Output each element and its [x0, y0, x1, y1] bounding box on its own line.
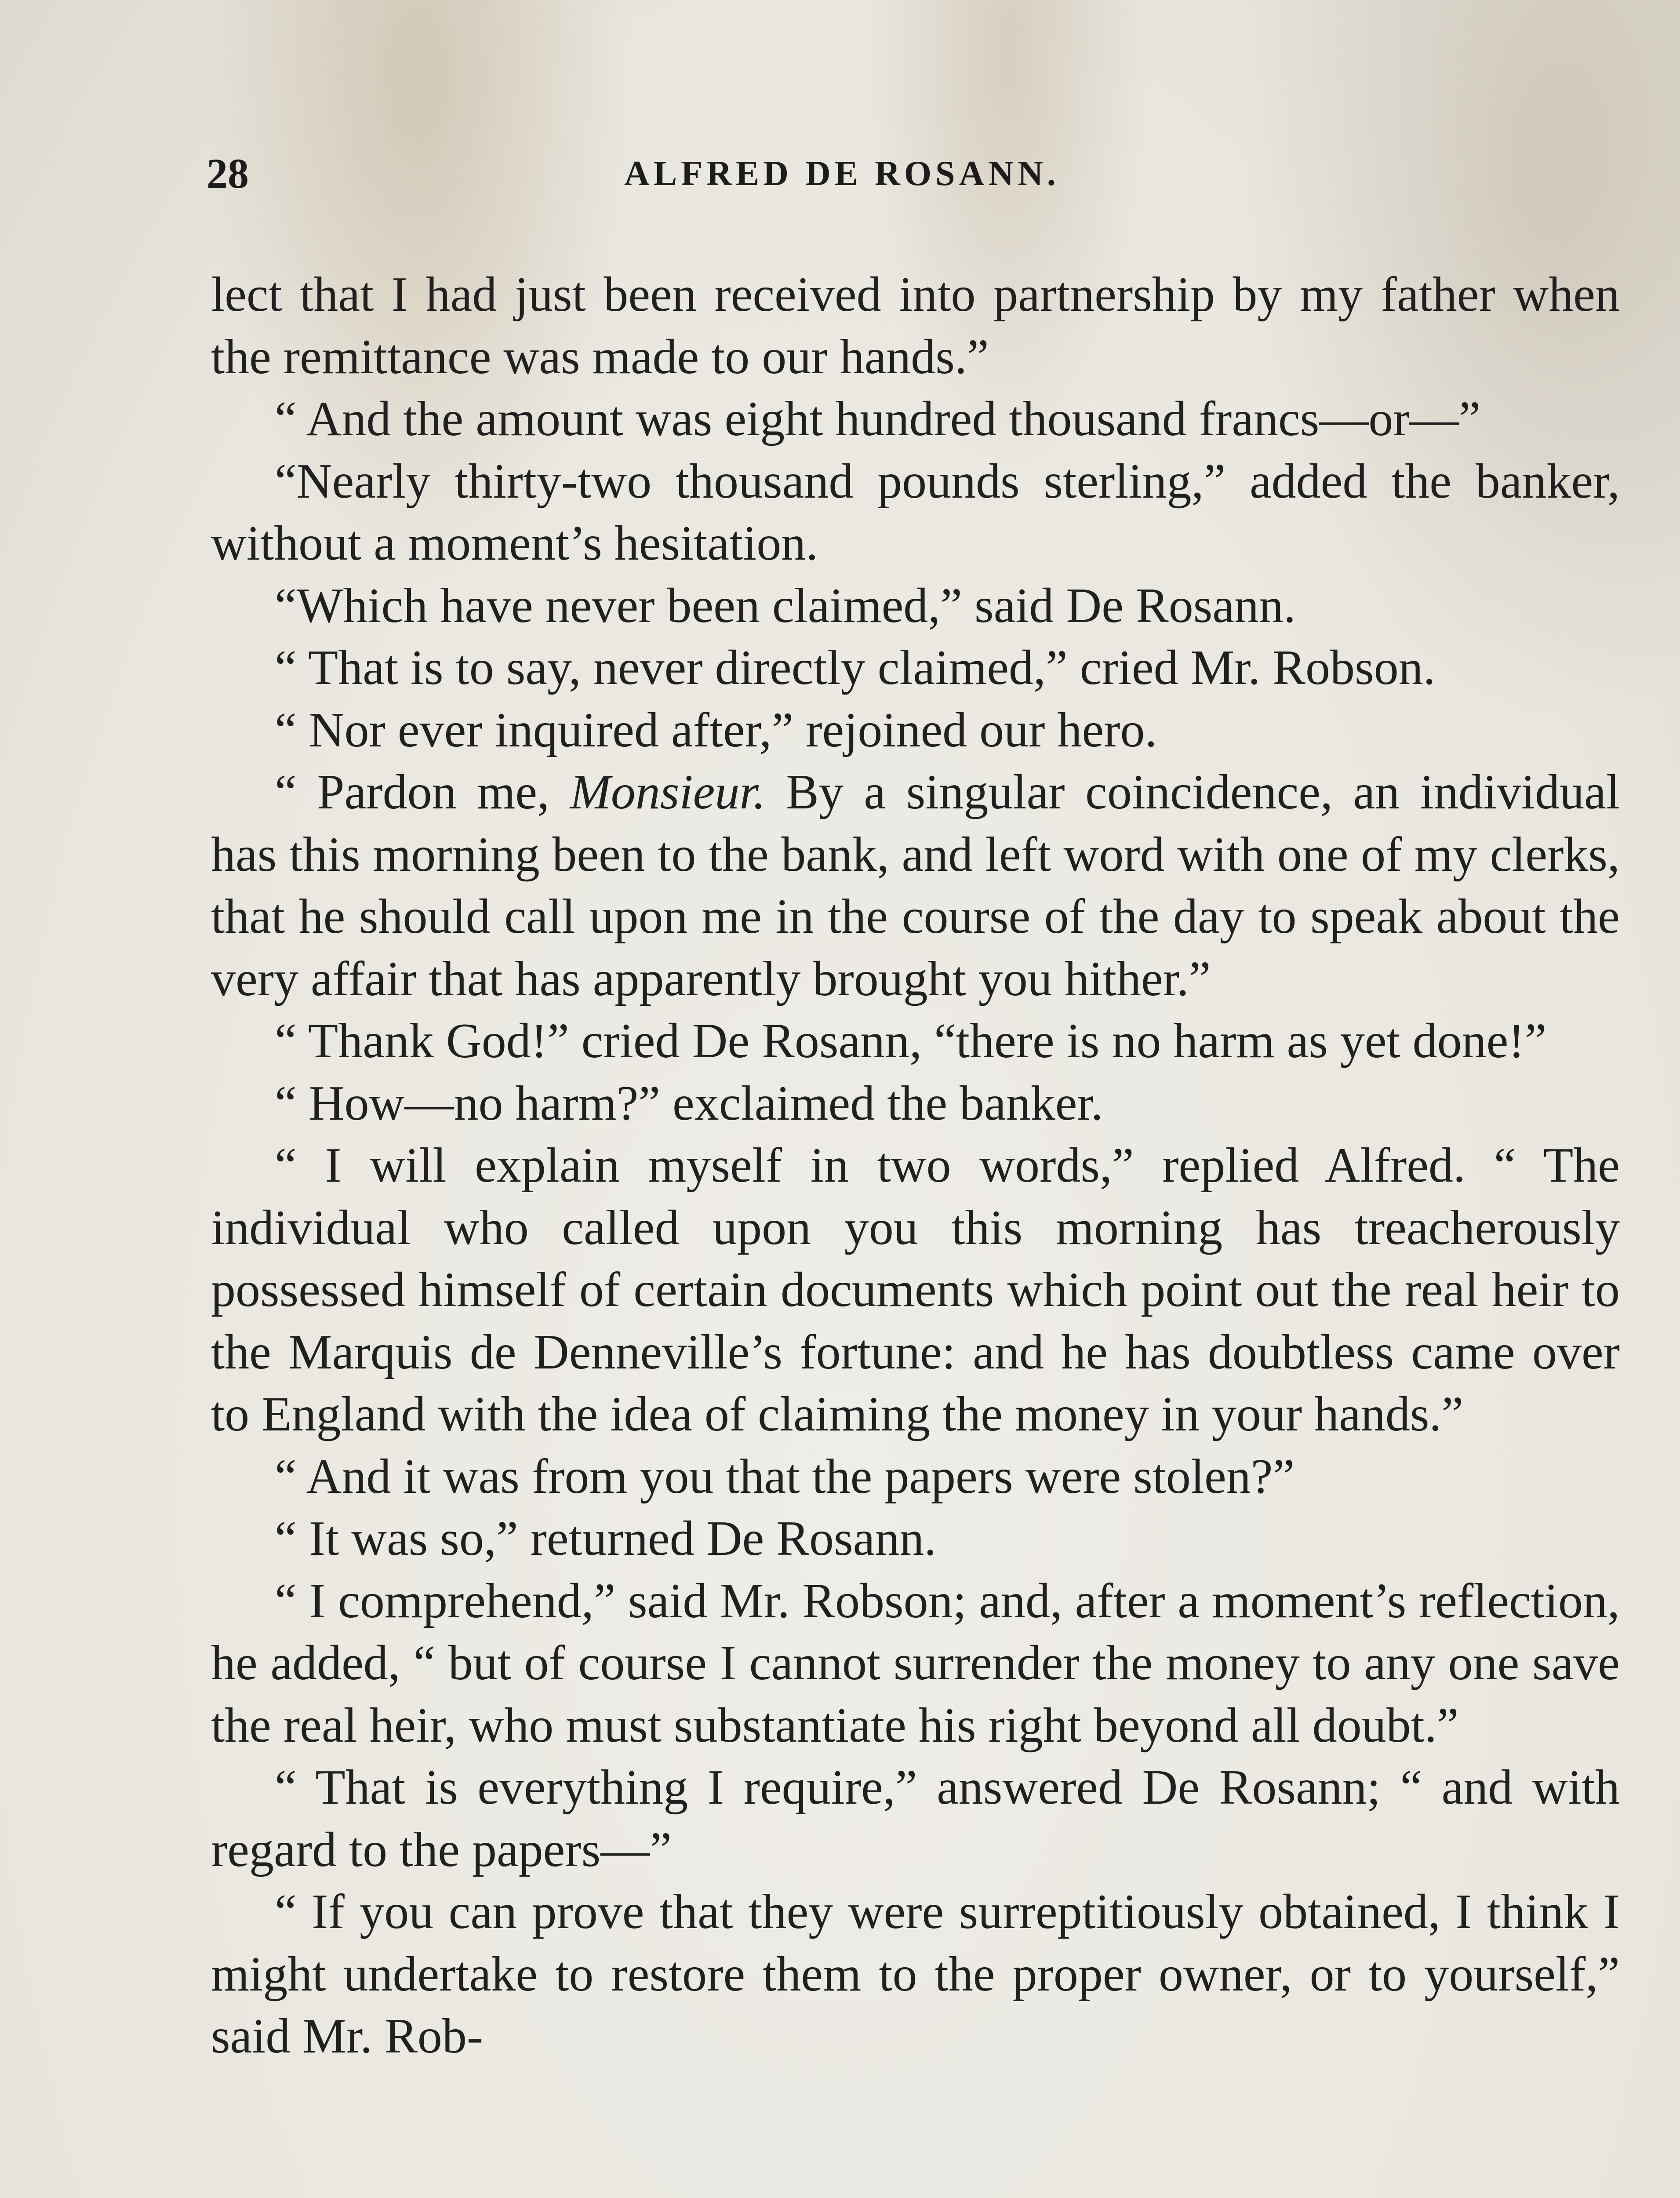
paragraph-text: “ How—no harm?” exclaimed the banker.: [275, 1076, 1103, 1131]
paragraph: [211, 637, 1620, 699]
paragraph-text: By a singular coincidence, an individual has this morning been to the bank, and left word with one of my clerks, that he should call upon me in the course of the day to speak about the very affair that has apparently brought you hither.”: [211, 765, 1620, 1006]
paragraph: [211, 1570, 1620, 1757]
paragraph-text: “ If you can prove that they were surreptitiously obtained, I think I might undertake to restore them to the proper owner, or to yourself,” said Mr. Rob-: [211, 1885, 1620, 2063]
paragraph-text: “ I comprehend,” said Mr. Robson; and, after a moment’s reflection, he added, “ but of course I cannot surrender the money to any one save the real heir, who must substantiate his right beyond all doubt.”: [211, 1573, 1620, 1753]
paragraph: [211, 575, 1620, 637]
paragraph: [211, 1135, 1620, 1446]
paragraph: [211, 1010, 1620, 1073]
paragraph: [211, 1757, 1620, 1881]
paragraph-text: “ That is to say, never directly claimed,” cried Mr. Robson.: [275, 640, 1436, 695]
paragraph-text: “Nearly thirty-two thousand pounds sterling,” added the banker, without a moment’s hesitation.: [211, 454, 1620, 571]
paragraph: [211, 699, 1620, 762]
paragraph-text: “ That is everything I require,” answered De Rosann; “ and with regard to the papers—”: [211, 1760, 1620, 1877]
paragraph: [211, 1073, 1620, 1135]
paragraph-text: “ And it was from you that the papers were stolen?”: [275, 1449, 1295, 1504]
paragraph: [211, 1446, 1620, 1508]
paragraph: [211, 451, 1620, 575]
running-head: ALFRED DE ROSANN.: [624, 154, 1060, 193]
paragraph: [211, 388, 1620, 451]
paragraph-text: “ And the amount was eight hundred thousand francs—or—”: [275, 392, 1481, 446]
paragraph: [211, 264, 1620, 388]
paragraph: [211, 1508, 1620, 1570]
paragraph-text: “ I will explain myself in two words,” replied Alfred. “ The individual who called upon you this morning has treacherously possessed himself of certain documents which point out the real heir to the Marquis de Denneville’s fortune: and he has doubtless came over to England with the idea of claiming the money in your hands.”: [211, 1138, 1620, 1441]
body-text: [211, 264, 1620, 2068]
italic-text: Monsieur.: [570, 765, 766, 819]
paragraph: [211, 1881, 1620, 2068]
page-number: 28: [207, 150, 249, 197]
paragraph-text: “Which have never been claimed,” said De Rosann.: [275, 578, 1296, 633]
paragraph-text: “ Thank God!” cried De Rosann, “there is no harm as yet done!”: [275, 1014, 1547, 1068]
paragraph-text: “ It was so,” returned De Rosann.: [275, 1511, 937, 1566]
paragraph-text: “ Pardon me,: [275, 765, 570, 819]
paragraph-text: “ Nor ever inquired after,” rejoined our hero.: [275, 702, 1157, 757]
page-header: [207, 141, 1503, 207]
paragraph: [211, 761, 1620, 1010]
paragraph-text: lect that I had just been received into partnership by my father when the remittance was made to our hands.”: [211, 267, 1620, 384]
